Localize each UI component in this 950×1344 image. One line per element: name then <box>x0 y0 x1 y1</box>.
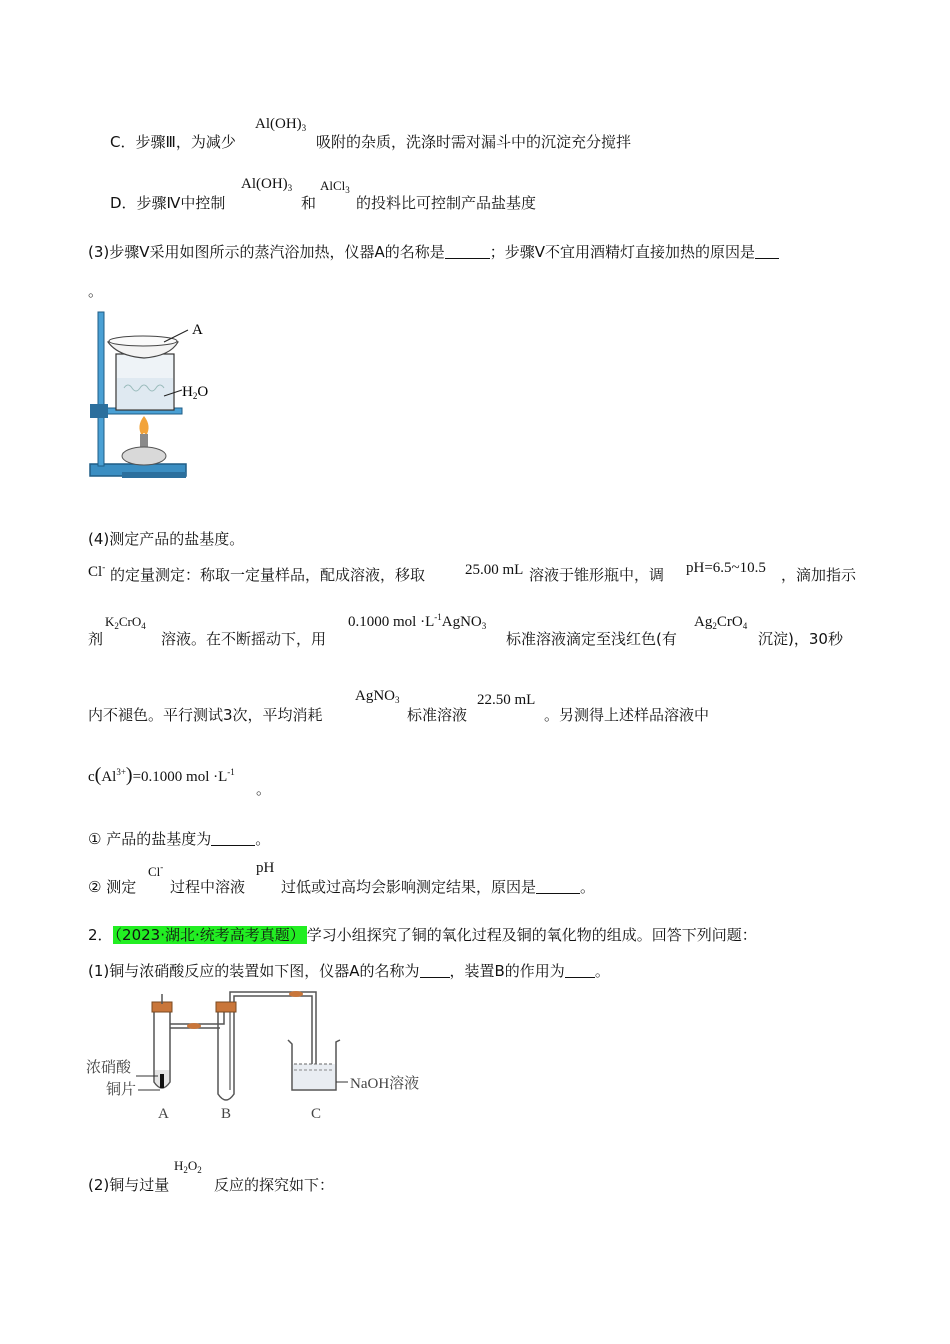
clip-bc <box>289 991 303 997</box>
steam-bath-figure <box>86 308 226 484</box>
q4-line-1: Cl- 的定量测定：称取一定量样品，配成溶液，移取 25.00 mL 溶液于锥形瓶中，调 pH=6.5~10.5 ，滴加指示 <box>88 560 857 584</box>
answer-blank[interactable] <box>536 879 580 894</box>
label-copper: 铜片 <box>106 1082 137 1098</box>
source-tag: （2023·湖北·统考高考真题） <box>114 926 305 944</box>
formula-aloh3: $Al(OH)_3$ <box>241 176 293 193</box>
clamp-knob <box>90 404 108 418</box>
q4-sub-1: ① 产品的盐基度为 。 <box>88 830 271 848</box>
copper-strip <box>160 1074 164 1088</box>
question-3: (3)步骤Ⅴ采用如图所示的蒸汽浴加热，仪器A的名称是 ；步骤Ⅴ不宜用酒精灯直接加热的原因是 <box>88 241 779 262</box>
naoh-solution <box>293 1064 335 1089</box>
stand-rod <box>98 312 104 466</box>
question-2-part-1: (1)铜与浓硝酸反应的装置如下图，仪器A的名称为 ，装置B的作用为 。 <box>88 962 610 980</box>
label-a: A <box>158 1106 169 1122</box>
label-acid: 浓硝酸 <box>86 1060 132 1076</box>
nitric-acid-apparatus-figure <box>84 990 444 1124</box>
question-4-title: (4)测定产品的盐基度。 <box>88 530 245 548</box>
answer-blank[interactable] <box>420 963 450 978</box>
q4-line-4: $c(Al^{3+})=0.1000$ mol $\cdot L^{-1}$ 。 <box>88 764 272 798</box>
label-c: C <box>311 1106 322 1122</box>
clip-ab <box>187 1023 201 1029</box>
q4-line-2: 剂 $K_2CrO_4$ 溶液。在不断摇动下，用 0.1000 mol $\cdot L^{-1}AgNO_3$ 标准溶液滴定至浅红色(有 $Ag_2CrO_4$ 沉淀)，30秒 <box>88 612 843 648</box>
answer-blank[interactable] <box>755 244 779 259</box>
flame <box>139 416 148 436</box>
option-d-text: 的投料比可控制产品盐基度 <box>356 194 537 212</box>
formula-alcl3: AlCl$_3$ <box>320 178 350 195</box>
option-c-text: 吸附的杂质，洗涤时需对漏斗中的沉淀充分搅拌 <box>316 133 632 151</box>
water <box>117 378 173 409</box>
label-h2o: $H_2O$ <box>182 384 209 401</box>
label-naoh: NaOH溶液 <box>350 1076 420 1092</box>
question-2-part-2: (2)铜与过量 $H_2O_2$ 反应的探究如下： <box>88 1158 335 1194</box>
label-b: B <box>221 1106 232 1122</box>
option-d-label: D．步骤Ⅳ中控制 <box>110 194 226 212</box>
stand-base-foot <box>122 472 186 478</box>
answer-blank[interactable] <box>565 963 595 978</box>
stopper-b <box>216 1002 236 1012</box>
q4-line-3: 内不褪色。平行测试3次，平均消耗 AgNO$_3$ 标准溶液 22.50 mL 。另测得上述样品溶液中 <box>88 688 710 724</box>
q4-sub-2: ② 测定 Cl- 过程中溶液 pH 过低或过高均会影响测定结果，原因是 。 <box>88 860 596 896</box>
question-3-end: 。 <box>88 282 104 300</box>
formula-aloh3: $Al(OH)_3$ <box>255 116 307 133</box>
question-2-header: 2． （2023·湖北·统考高考真题） 学习小组探究了铜的氧化过程及铜的氧化物的组成。回答下列问题： <box>88 926 757 944</box>
answer-blank[interactable] <box>445 244 490 259</box>
burner-neck <box>140 434 148 448</box>
option-d-and: 和 <box>301 194 317 212</box>
burner-body <box>122 447 166 465</box>
option-c-label: C．步骤Ⅲ，为减少 <box>110 133 236 151</box>
answer-blank[interactable] <box>211 831 255 846</box>
label-a: A <box>192 322 203 338</box>
